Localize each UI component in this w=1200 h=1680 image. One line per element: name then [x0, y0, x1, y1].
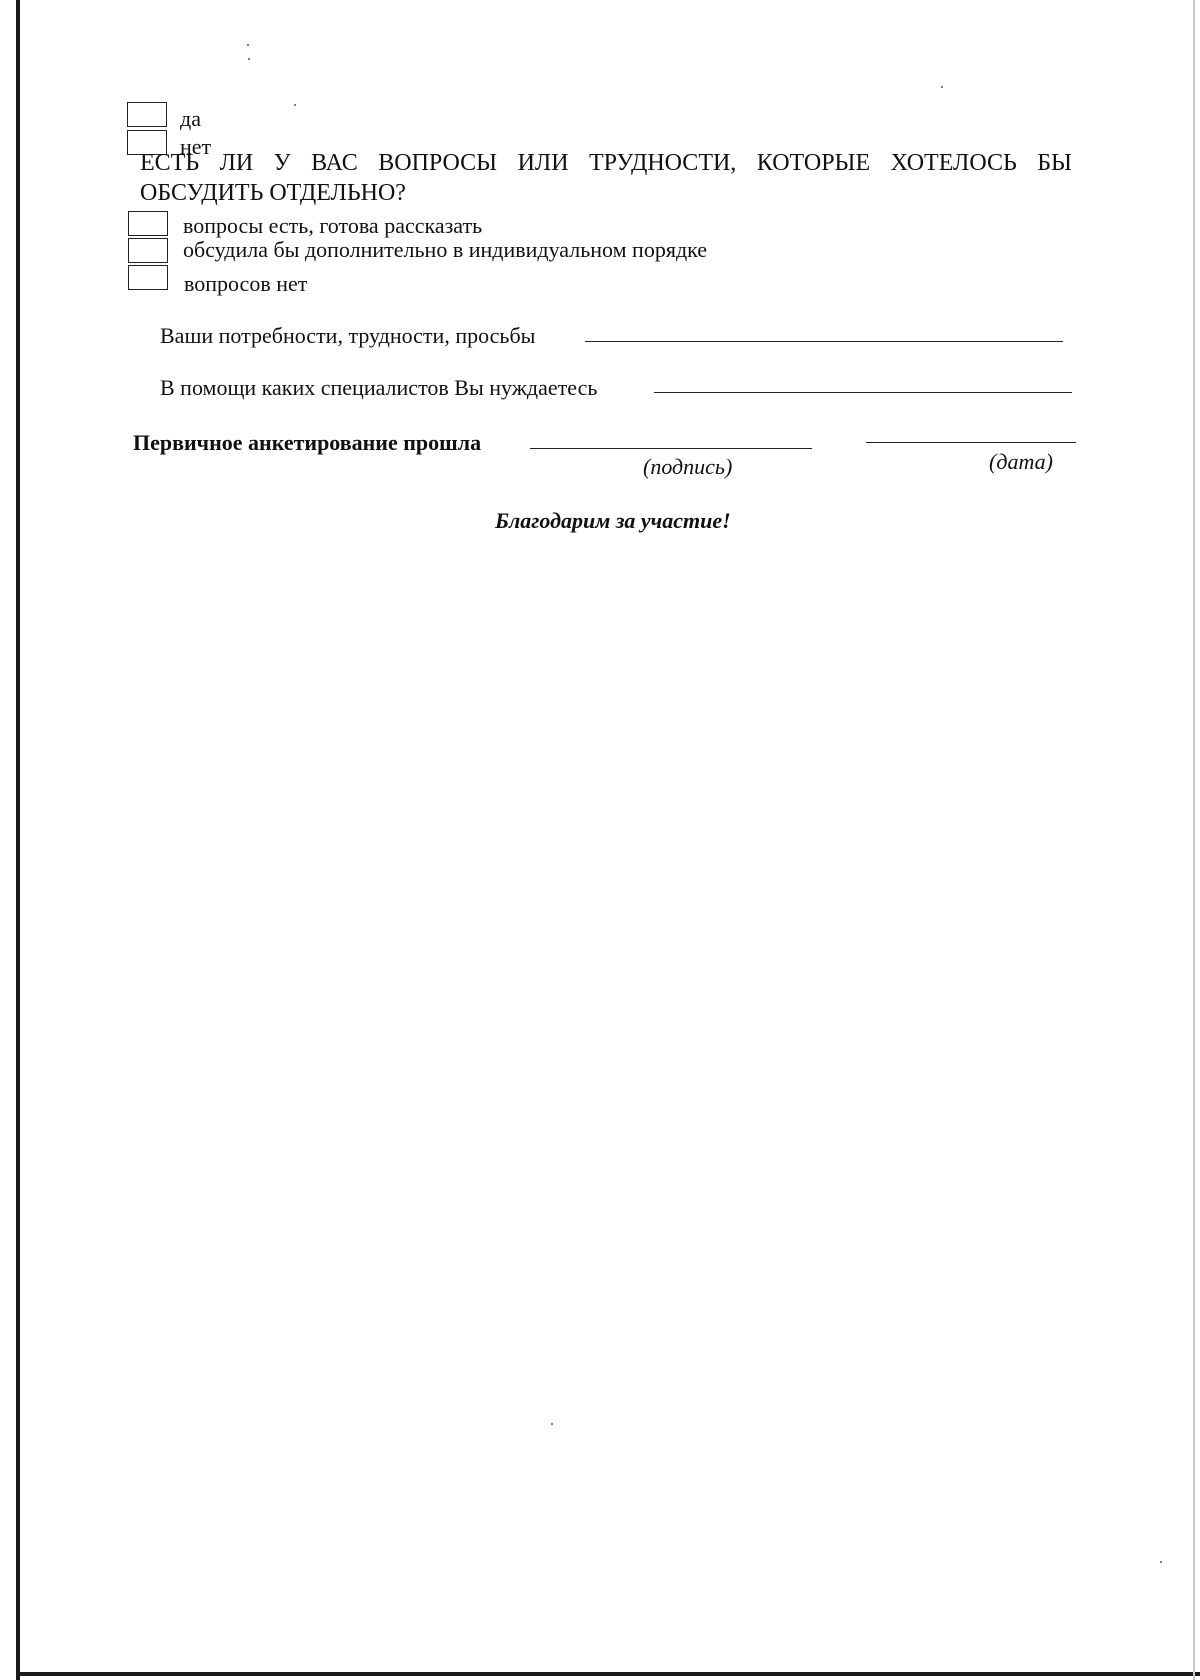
- page-left-edge: [16, 0, 20, 1680]
- question-word: ИЛИ: [517, 150, 569, 176]
- scan-speck: [248, 58, 250, 60]
- date-line[interactable]: [866, 442, 1076, 443]
- question-title: [140, 148, 1072, 208]
- signature-label: Первичное анкетирование прошла: [133, 430, 482, 455]
- checkbox-yes[interactable]: [127, 102, 167, 127]
- question-title-line1: [140, 148, 1072, 178]
- question-word: ХОТЕЛОСЬ: [890, 150, 1017, 176]
- question-word: БЫ: [1037, 150, 1072, 176]
- option-discuss-individually-label: обсудила бы дополнительно в индивидуальном порядке: [183, 237, 708, 262]
- checkbox-questions-ready[interactable]: [128, 211, 168, 236]
- scan-speck: [941, 86, 943, 88]
- question-word: ТРУДНОСТИ,: [589, 150, 737, 176]
- question-word: КОТОРЫЕ: [756, 150, 871, 176]
- thanks-text: Благодарим за участие!: [495, 508, 731, 533]
- page-right-edge: [1193, 0, 1195, 1680]
- needs-input-line[interactable]: [585, 341, 1063, 342]
- scan-speck: [294, 104, 296, 106]
- question-word: ЕСТЬ: [140, 150, 200, 176]
- question-word: ЛИ: [219, 150, 254, 176]
- needs-label: Ваши потребности, трудности, просьбы: [160, 323, 536, 348]
- signature-caption: (подпись): [643, 454, 733, 479]
- scan-speck: [551, 1423, 553, 1425]
- question-title-line2: ОБСУДИТЬ ОТДЕЛЬНО?: [140, 180, 406, 206]
- question-word: ВАС: [311, 150, 358, 176]
- option-no-label: нет: [180, 134, 212, 159]
- page-bottom-edge: [16, 1672, 1200, 1676]
- checkbox-no-questions[interactable]: [128, 265, 168, 290]
- scan-speck: [247, 44, 249, 46]
- scan-speck: [1160, 1561, 1162, 1563]
- specialists-input-line[interactable]: [654, 392, 1072, 393]
- option-no-questions-label: вопросов нет: [184, 271, 308, 296]
- date-caption: (дата): [989, 449, 1053, 474]
- option-questions-ready-label: вопросы есть, готова рассказать: [183, 213, 483, 238]
- signature-line[interactable]: [530, 448, 812, 449]
- specialists-label: В помощи каких специалистов Вы нуждаетесь: [160, 375, 598, 400]
- checkbox-discuss-individually[interactable]: [128, 238, 168, 263]
- option-yes-label: да: [180, 106, 201, 131]
- question-word: ВОПРОСЫ: [378, 150, 498, 176]
- question-word: У: [273, 150, 291, 176]
